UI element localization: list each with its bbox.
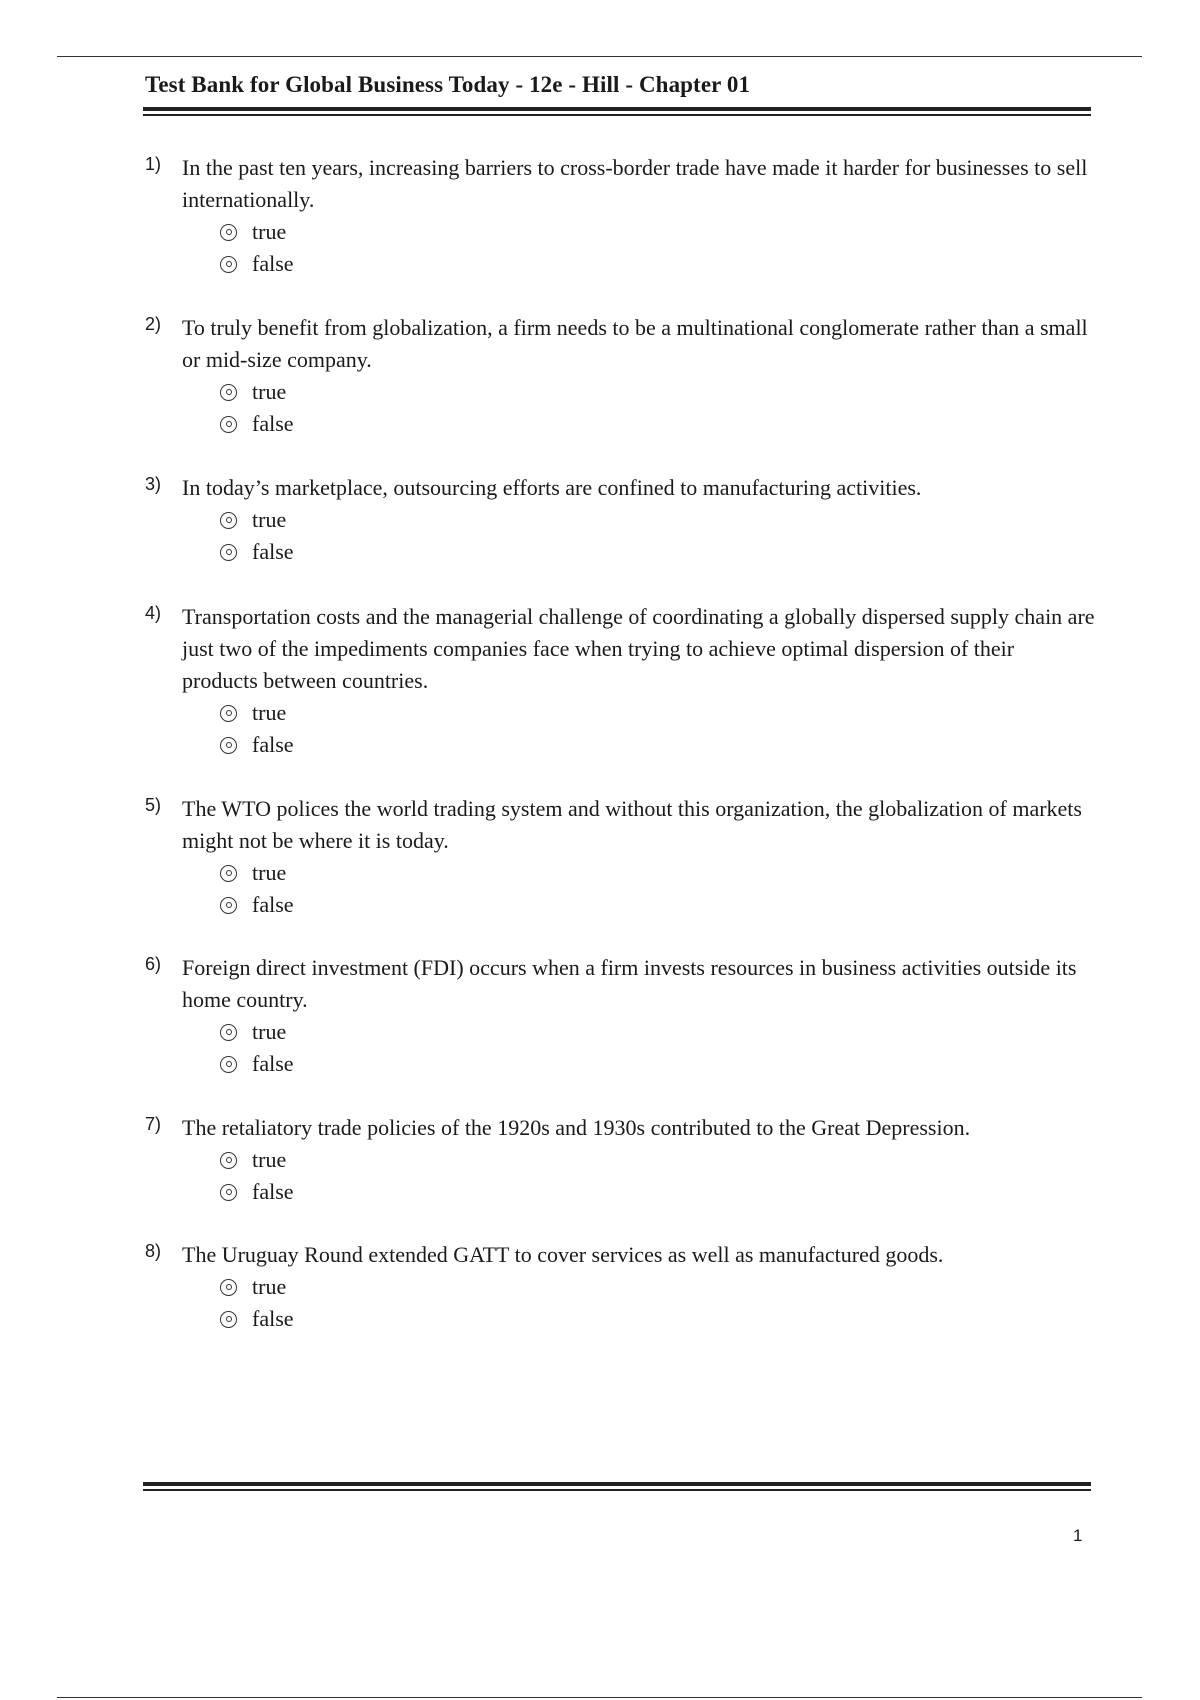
radio-button-icon[interactable] (220, 224, 237, 241)
question-number: 1) (145, 154, 162, 174)
radio-button-icon[interactable] (220, 1311, 237, 1328)
question-text: The retaliatory trade policies of the 1920s and 1930s contributed to the Great Depression. (182, 1115, 971, 1140)
option-label: true (252, 860, 287, 885)
option-label: false (252, 1306, 294, 1331)
option-label: true (252, 700, 287, 725)
option-label: true (252, 507, 287, 532)
question-3 (145, 472, 1095, 568)
option-label: false (252, 892, 294, 917)
bottom-page-border (57, 1697, 1142, 1698)
radio-button-icon[interactable] (220, 512, 237, 529)
option-label: false (252, 732, 294, 757)
option-true[interactable] (220, 376, 1095, 408)
answer-options (220, 1144, 1095, 1208)
radio-button-icon[interactable] (220, 705, 237, 722)
question-6 (145, 952, 1095, 1080)
question-text: In today’s marketplace, outsourcing efforts are confined to manufacturing activities. (182, 475, 922, 500)
option-false[interactable] (220, 536, 1095, 568)
question-1 (145, 152, 1095, 280)
option-label: true (252, 1147, 287, 1172)
header-divider (143, 107, 1091, 111)
option-true[interactable] (220, 857, 1095, 889)
answer-options (220, 216, 1095, 280)
answer-options (220, 857, 1095, 921)
option-false[interactable] (220, 1303, 1095, 1335)
radio-button-icon[interactable] (220, 256, 237, 273)
option-true[interactable] (220, 504, 1095, 536)
question-7 (145, 1112, 1095, 1208)
question-text: The Uruguay Round extended GATT to cover services as well as manufactured goods. (182, 1242, 944, 1267)
option-false[interactable] (220, 408, 1095, 440)
option-true[interactable] (220, 1271, 1095, 1303)
question-2 (145, 312, 1095, 440)
option-false[interactable] (220, 248, 1095, 280)
question-text: The WTO polices the world trading system and without this organization, the globalization of markets might not be where it is today. (182, 796, 1082, 853)
option-label: true (252, 219, 287, 244)
radio-button-icon[interactable] (220, 865, 237, 882)
question-text: In the past ten years, increasing barriers to cross-border trade have made it harder for businesses to sell internationally. (182, 155, 1088, 212)
question-number: 5) (145, 795, 162, 815)
radio-button-icon[interactable] (220, 384, 237, 401)
radio-button-icon[interactable] (220, 416, 237, 433)
option-label: false (252, 251, 294, 276)
option-true[interactable] (220, 216, 1095, 248)
option-label: false (252, 1179, 294, 1204)
answer-options (220, 1271, 1095, 1335)
answer-options (220, 1016, 1095, 1080)
question-text: Transportation costs and the managerial challenge of coordinating a globally dispersed supply chain are just two of the impediments companies face when trying to achieve optimal dispersion of their products between countries. (182, 604, 1095, 693)
question-text: Foreign direct investment (FDI) occurs when a firm invests resources in business activities outside its home country. (182, 955, 1077, 1012)
top-page-border (57, 56, 1142, 57)
question-text: To truly benefit from globalization, a firm needs to be a multinational conglomerate rather than a small or mid-size company. (182, 315, 1088, 372)
page-title: Test Bank for Global Business Today - 12e - Hill - Chapter 01 (145, 72, 751, 97)
option-false[interactable] (220, 729, 1095, 761)
question-number: 3) (145, 474, 162, 494)
radio-button-icon[interactable] (220, 737, 237, 754)
question-number: 6) (145, 954, 162, 974)
option-label: false (252, 1051, 294, 1076)
radio-button-icon[interactable] (220, 1152, 237, 1169)
question-4 (145, 601, 1095, 761)
question-number: 2) (145, 314, 162, 334)
radio-button-icon[interactable] (220, 897, 237, 914)
option-label: true (252, 1019, 287, 1044)
radio-button-icon[interactable] (220, 1024, 237, 1041)
option-false[interactable] (220, 889, 1095, 921)
option-true[interactable] (220, 1144, 1095, 1176)
question-number: 4) (145, 603, 162, 623)
question-5 (145, 793, 1095, 921)
radio-button-icon[interactable] (220, 544, 237, 561)
footer-divider (143, 1482, 1091, 1486)
option-true[interactable] (220, 697, 1095, 729)
answer-options (220, 697, 1095, 761)
radio-button-icon[interactable] (220, 1279, 237, 1296)
radio-button-icon[interactable] (220, 1184, 237, 1201)
option-false[interactable] (220, 1048, 1095, 1080)
option-label: true (252, 1274, 287, 1299)
option-label: false (252, 411, 294, 436)
question-number: 7) (145, 1114, 162, 1134)
option-label: true (252, 379, 287, 404)
option-true[interactable] (220, 1016, 1095, 1048)
radio-button-icon[interactable] (220, 1056, 237, 1073)
question-number: 8) (145, 1241, 162, 1261)
answer-options (220, 504, 1095, 568)
question-8 (145, 1239, 1095, 1335)
option-label: false (252, 539, 294, 564)
page-number: 1 (1073, 1526, 1083, 1545)
option-false[interactable] (220, 1176, 1095, 1208)
answer-options (220, 376, 1095, 440)
